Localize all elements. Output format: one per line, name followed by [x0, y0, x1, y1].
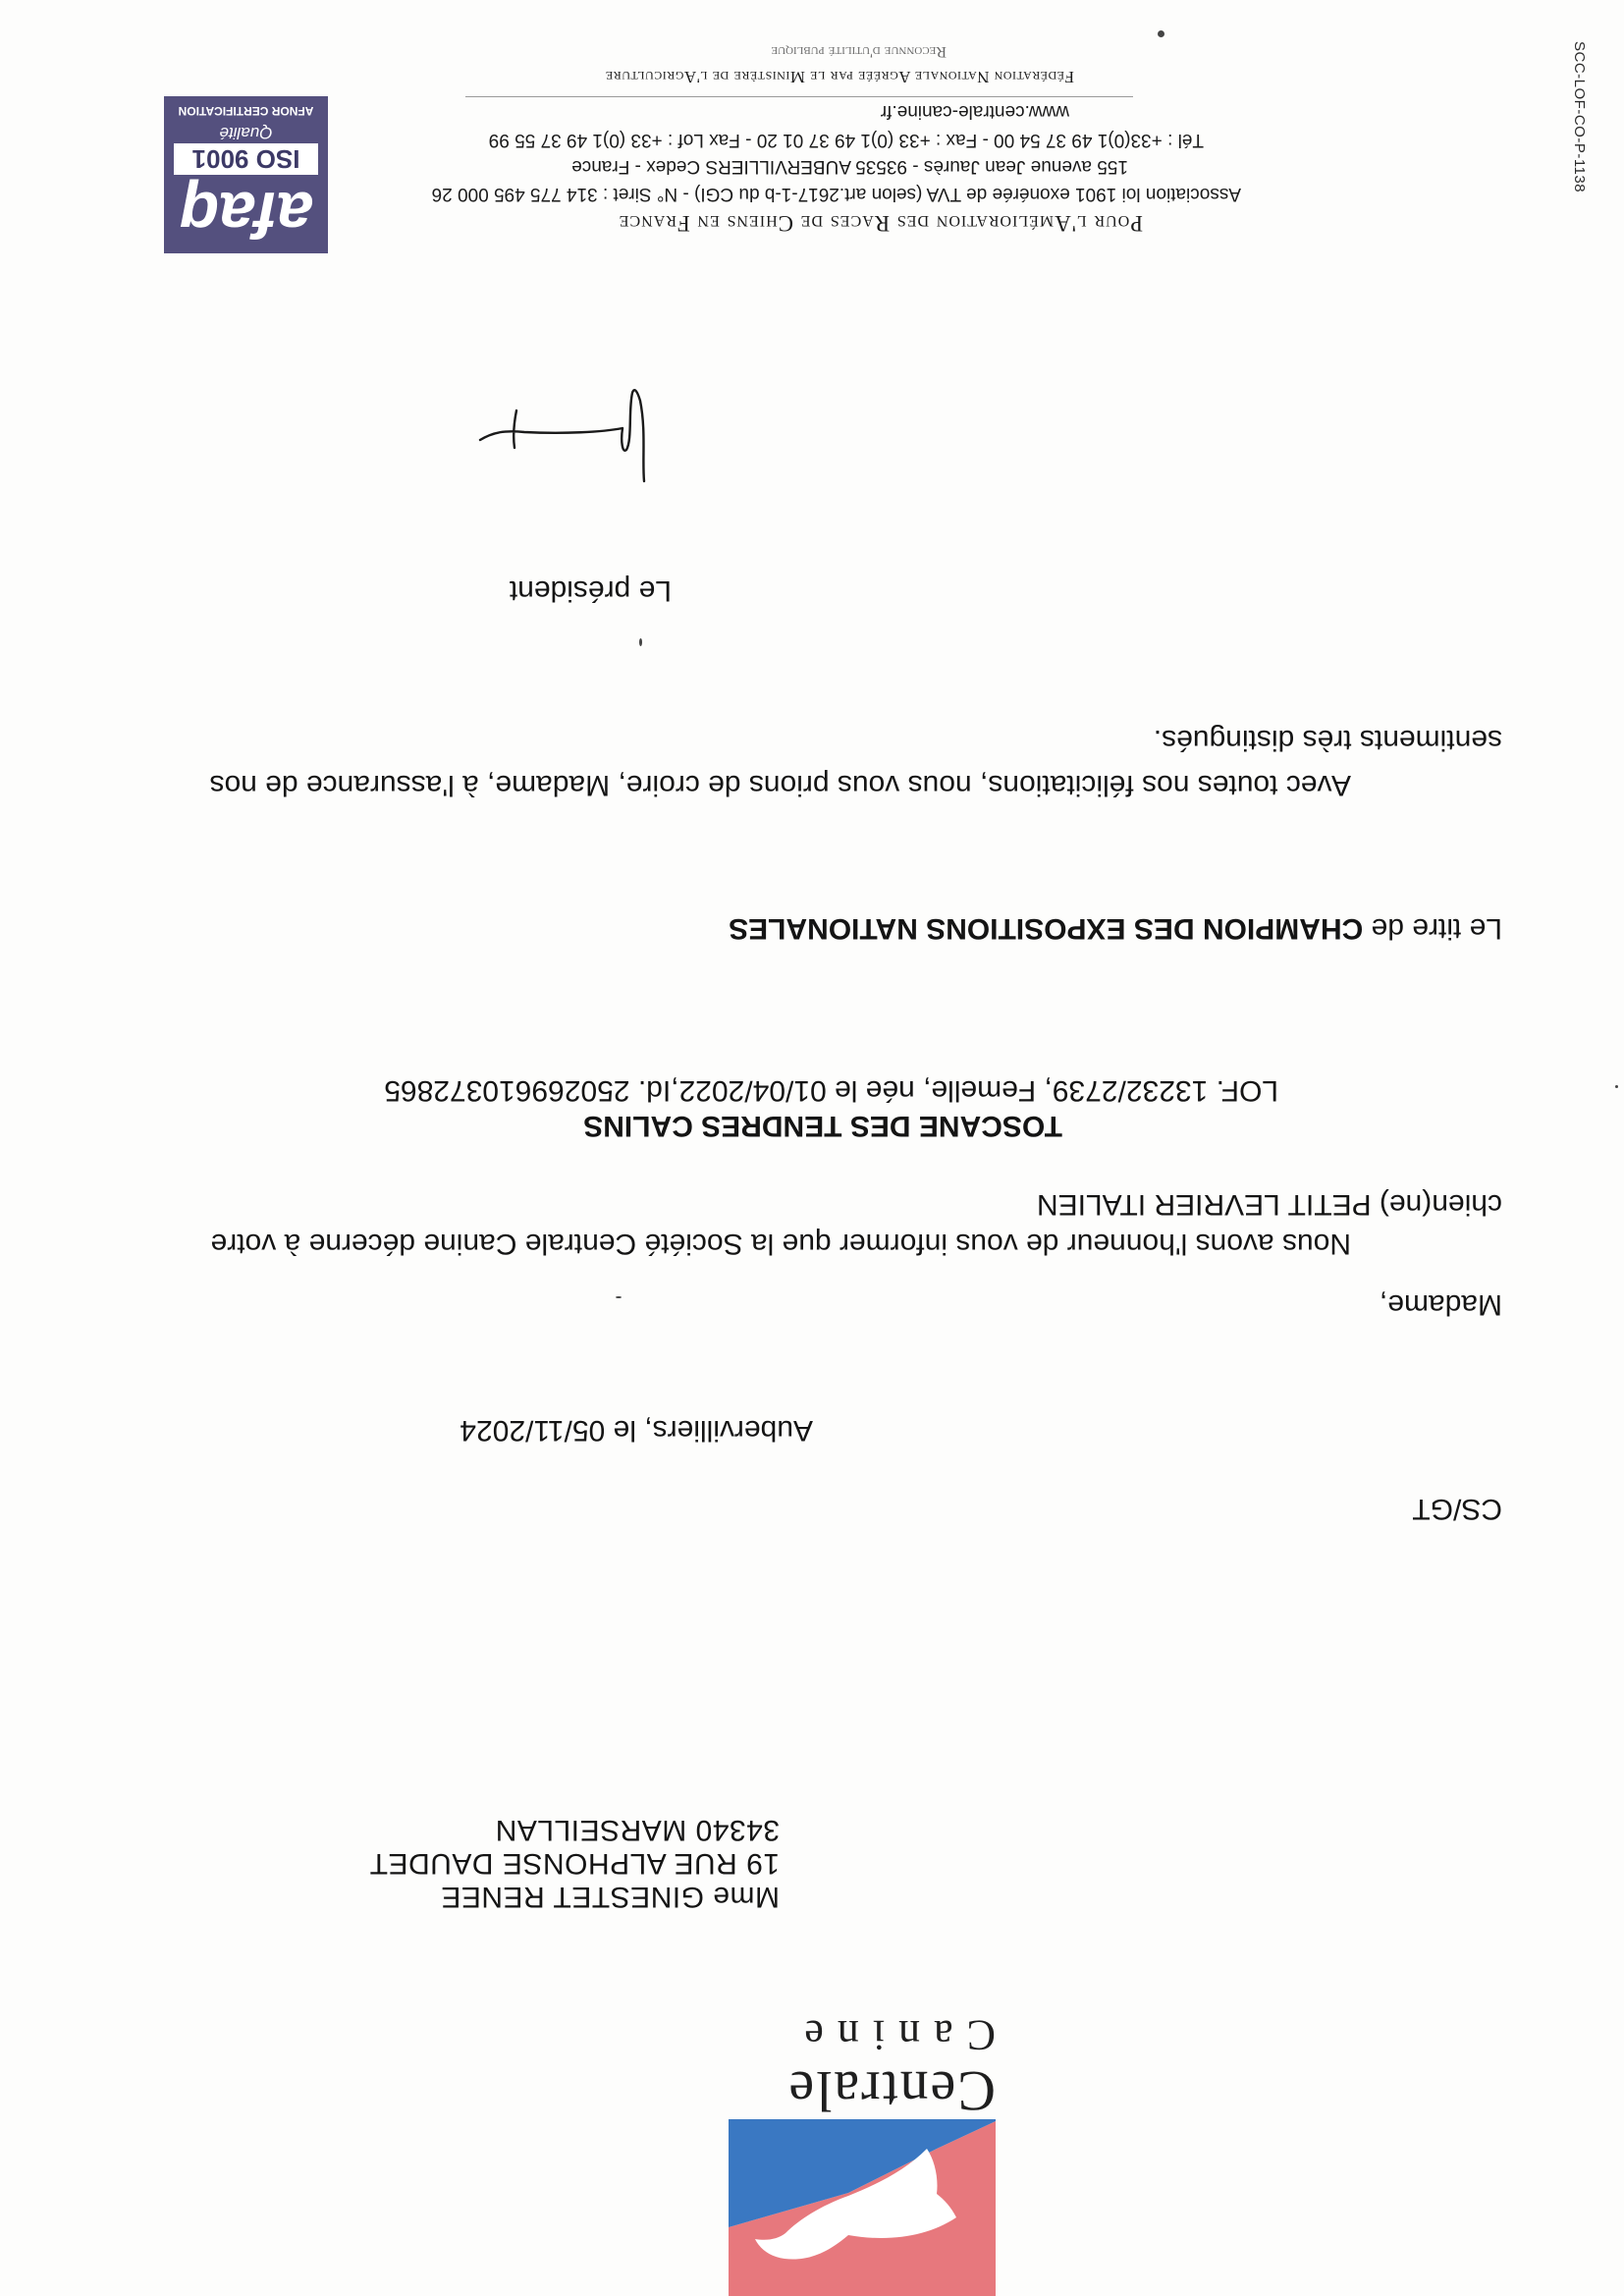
quality-label: Qualité — [219, 124, 273, 142]
intro-line-2: chien(ne) PETIT LEVRIER ITALIEN — [1036, 1188, 1502, 1221]
afaq-logo-text: afaq — [179, 179, 313, 251]
footer-recognition: Reconnue d'utilité publique — [771, 43, 947, 60]
scan-speck — [639, 638, 642, 646]
centrale-canine-logo — [0, 2001, 1624, 2296]
footer-federation: Fédération Nationale Agréée par le Ministère de l'Agriculture — [605, 68, 1074, 86]
letter-reference: CS/GT — [1412, 1493, 1502, 1525]
recipient-street: 19 RUE ALPHONSE DAUDET — [369, 1847, 780, 1880]
recipient-city: 34340 MARSEILLAN — [495, 1814, 780, 1846]
dog-name: TOSCANE DES TENDRES CALINS — [583, 1110, 1062, 1142]
title-prefix: Le titre de — [1371, 912, 1502, 945]
logo-text-canine: Canine — [790, 2011, 996, 2059]
logo-text-centrale: Centrale — [786, 2059, 996, 2123]
document-reference-code: SCC-LOF-CO-P-1138 — [1571, 41, 1588, 193]
closing-line-1: Avec toutes nos félicitations, nous vous prions de croire, Madame, à l'assurance de nos — [209, 769, 1351, 801]
footer-association: Association loi 1901 exonérée de TVA (selon art.2617-1-b du CGI) - N° Siret : 314 775 495 000 26 — [431, 184, 1241, 204]
certification-issuer: AFNOR CERTIFICATION — [178, 104, 314, 118]
place-and-date: Aubervilliers, le 05/11/2024 — [460, 1414, 813, 1447]
scan-speck — [1158, 30, 1164, 37]
signatory-title: Le président — [509, 574, 672, 607]
recipient-name: Mme GINESTET RENEE — [440, 1881, 780, 1913]
closing-line-2: sentiments très distingués. — [1153, 724, 1502, 756]
title-awarded-line — [729, 908, 1502, 948]
greyhound-emblem-icon — [729, 2119, 996, 2296]
footer-divider — [465, 96, 1133, 97]
salutation: Madame, — [1379, 1288, 1502, 1321]
scan-speck — [1615, 1085, 1618, 1088]
scan-speck — [616, 1296, 622, 1298]
intro-line-1: Nous avons l'honneur de vous informer que la Société Centrale Canine décerne à votre — [210, 1228, 1351, 1260]
footer-organisation: Pour l'Amélioration des Races de Chiens en France — [618, 211, 1143, 236]
handwritten-signature — [465, 381, 662, 489]
iso-standard: ISO 9001 — [174, 143, 318, 175]
title-name: CHAMPION DES EXPOSITIONS NATIONALES — [729, 912, 1364, 945]
footer-address: 155 avenue Jean Jaurès - 93535 AUBERVILLIERS Cedex - France — [571, 156, 1128, 177]
dog-details: LOF. 13232/2739, Femelle, née le 01/04/2022,Id. 250269610372865 — [384, 1074, 1278, 1107]
footer-telephone: Tél : +33(0)1 49 37 54 00 - Fax : +33 (0)1 49 37 01 20 - Fax Lof : +33 (0)1 49 37 55 99 — [488, 130, 1204, 150]
footer-website: www.centrale-canine.fr — [880, 101, 1069, 122]
afaq-certification-badge — [164, 96, 328, 253]
